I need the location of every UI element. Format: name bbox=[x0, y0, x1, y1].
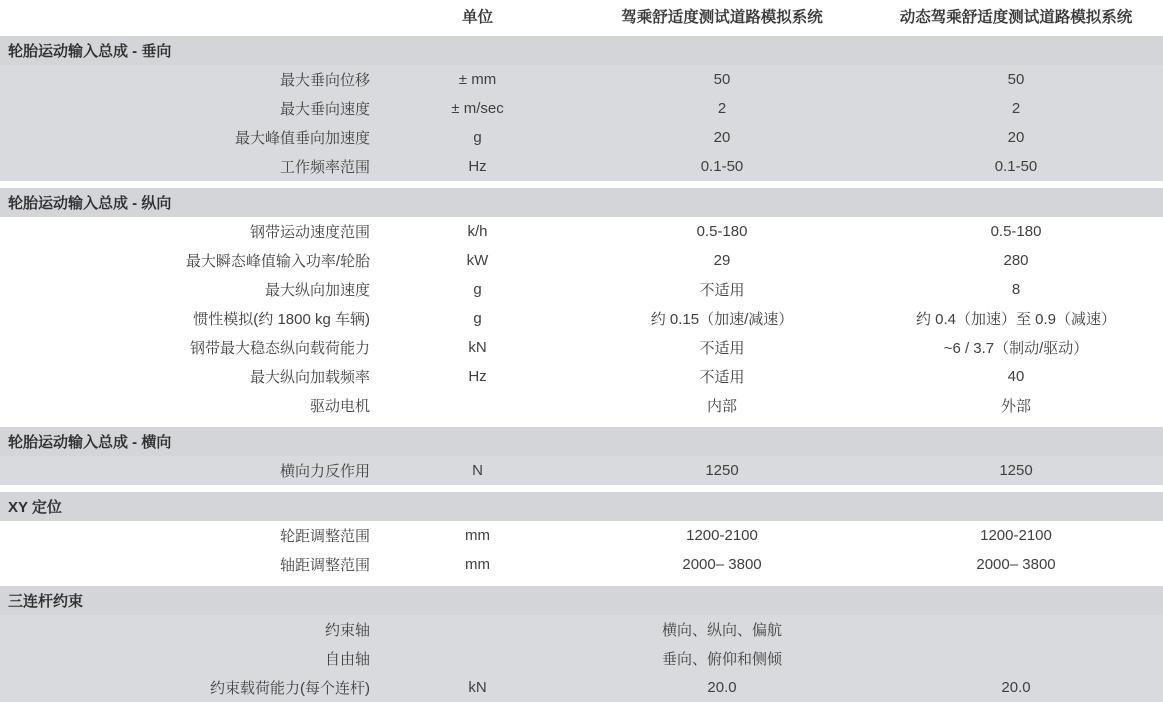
row-unit: ± m/sec bbox=[380, 94, 575, 123]
section-header-row bbox=[0, 492, 1163, 521]
row-value-system-1: 0.5-180 bbox=[575, 217, 869, 246]
row-label: 最大垂向位移 bbox=[0, 65, 380, 94]
row-value-system-1: 约 0.15（加速/减速） bbox=[575, 304, 869, 333]
section-fill-2 bbox=[869, 586, 1163, 615]
table-row bbox=[0, 333, 1163, 362]
row-label: 最大峰值垂向加速度 bbox=[0, 123, 380, 152]
row-value-system-2: 2000– 3800 bbox=[869, 550, 1163, 579]
row-spacer bbox=[0, 420, 1163, 427]
section-header-row bbox=[0, 188, 1163, 217]
table-row bbox=[0, 123, 1163, 152]
section-fill-1 bbox=[575, 492, 869, 521]
row-value-system-1: 不适用 bbox=[575, 362, 869, 391]
row-value-system-2: 1250 bbox=[869, 456, 1163, 485]
row-label: 惯性模拟(约 1800 kg 车辆) bbox=[0, 304, 380, 333]
table-row bbox=[0, 521, 1163, 550]
row-unit: kN bbox=[380, 673, 575, 702]
row-value-system-1: 横向、纵向、偏航 bbox=[575, 615, 869, 644]
table-row bbox=[0, 246, 1163, 275]
section-title: 轮胎运动输入总成 - 垂向 bbox=[0, 36, 575, 65]
row-value-system-2: 50 bbox=[869, 65, 1163, 94]
row-value-system-2: 8 bbox=[869, 275, 1163, 304]
row-value-system-2: 20.0 bbox=[869, 673, 1163, 702]
row-label: 最大纵向加载频率 bbox=[0, 362, 380, 391]
row-value-system-1: 20 bbox=[575, 123, 869, 152]
row-value-system-1: 0.1-50 bbox=[575, 152, 869, 181]
spacer-cell bbox=[0, 420, 1163, 427]
header-system-1: 驾乘舒适度测试道路模拟系统 bbox=[575, 0, 869, 36]
row-value-system-2: 0.1-50 bbox=[869, 152, 1163, 181]
table-row bbox=[0, 362, 1163, 391]
row-label: 最大瞬态峰值输入功率/轮胎 bbox=[0, 246, 380, 275]
row-value-system-2: 1200-2100 bbox=[869, 521, 1163, 550]
row-value-system-2: 2 bbox=[869, 94, 1163, 123]
row-unit bbox=[380, 644, 575, 673]
table-row bbox=[0, 644, 1163, 673]
row-value-system-1: 不适用 bbox=[575, 333, 869, 362]
header-system-2: 动态驾乘舒适度测试道路模拟系统 bbox=[869, 0, 1163, 36]
table-row bbox=[0, 217, 1163, 246]
row-value-system-2: 外部 bbox=[869, 391, 1163, 420]
section-title: 三连杆约束 bbox=[0, 586, 575, 615]
table-row bbox=[0, 275, 1163, 304]
row-value-system-2: 约 0.4（加速）至 0.9（减速） bbox=[869, 304, 1163, 333]
row-value-system-2: 280 bbox=[869, 246, 1163, 275]
section-title: 轮胎运动输入总成 - 纵向 bbox=[0, 188, 575, 217]
row-unit: g bbox=[380, 275, 575, 304]
row-label: 横向力反作用 bbox=[0, 456, 380, 485]
header-unit: 单位 bbox=[380, 0, 575, 36]
row-label: 轴距调整范围 bbox=[0, 550, 380, 579]
row-unit: ± mm bbox=[380, 65, 575, 94]
row-unit: mm bbox=[380, 521, 575, 550]
row-label: 自由轴 bbox=[0, 644, 380, 673]
row-value-system-2: 20 bbox=[869, 123, 1163, 152]
spacer-cell bbox=[0, 579, 1163, 586]
table-header-row bbox=[0, 0, 1163, 36]
table-row bbox=[0, 304, 1163, 333]
table-row bbox=[0, 94, 1163, 123]
table-header bbox=[0, 0, 1163, 36]
section-fill-1 bbox=[575, 188, 869, 217]
row-spacer bbox=[0, 579, 1163, 586]
row-value-system-1: 不适用 bbox=[575, 275, 869, 304]
row-value-system-1: 2000– 3800 bbox=[575, 550, 869, 579]
row-value-system-2 bbox=[869, 644, 1163, 673]
row-unit: mm bbox=[380, 550, 575, 579]
table-row bbox=[0, 456, 1163, 485]
section-fill-2 bbox=[869, 427, 1163, 456]
row-value-system-1: 1200-2100 bbox=[575, 521, 869, 550]
section-title: 轮胎运动输入总成 - 横向 bbox=[0, 427, 575, 456]
section-fill-1 bbox=[575, 586, 869, 615]
row-value-system-1: 1250 bbox=[575, 456, 869, 485]
spacer-cell bbox=[0, 485, 1163, 492]
row-label: 约束载荷能力(每个连杆) bbox=[0, 673, 380, 702]
section-fill-1 bbox=[575, 427, 869, 456]
header-blank bbox=[0, 0, 380, 36]
row-value-system-1: 内部 bbox=[575, 391, 869, 420]
section-fill-2 bbox=[869, 492, 1163, 521]
table-row bbox=[0, 673, 1163, 702]
row-unit: N bbox=[380, 456, 575, 485]
table-row bbox=[0, 550, 1163, 579]
row-unit: kN bbox=[380, 333, 575, 362]
section-fill-2 bbox=[869, 36, 1163, 65]
row-label: 钢带最大稳态纵向载荷能力 bbox=[0, 333, 380, 362]
row-label: 轮距调整范围 bbox=[0, 521, 380, 550]
section-title: XY 定位 bbox=[0, 492, 575, 521]
section-fill-1 bbox=[575, 36, 869, 65]
row-unit: k/h bbox=[380, 217, 575, 246]
row-label: 约束轴 bbox=[0, 615, 380, 644]
row-value-system-2 bbox=[869, 615, 1163, 644]
table-row bbox=[0, 615, 1163, 644]
row-label: 最大垂向速度 bbox=[0, 94, 380, 123]
section-header-row bbox=[0, 36, 1163, 65]
row-spacer bbox=[0, 485, 1163, 492]
row-label: 钢带运动速度范围 bbox=[0, 217, 380, 246]
row-unit: kW bbox=[380, 246, 575, 275]
row-unit bbox=[380, 615, 575, 644]
row-value-system-1: 50 bbox=[575, 65, 869, 94]
row-label: 工作频率范围 bbox=[0, 152, 380, 181]
row-unit: Hz bbox=[380, 152, 575, 181]
spacer-cell bbox=[0, 181, 1163, 188]
row-label: 最大纵向加速度 bbox=[0, 275, 380, 304]
row-unit: g bbox=[380, 304, 575, 333]
section-header-row bbox=[0, 427, 1163, 456]
row-unit bbox=[380, 391, 575, 420]
table-row bbox=[0, 65, 1163, 94]
row-value-system-1: 2 bbox=[575, 94, 869, 123]
row-value-system-2: 0.5-180 bbox=[869, 217, 1163, 246]
row-value-system-1: 垂向、俯仰和侧倾 bbox=[575, 644, 869, 673]
row-spacer bbox=[0, 181, 1163, 188]
row-value-system-2: 40 bbox=[869, 362, 1163, 391]
row-unit: g bbox=[380, 123, 575, 152]
table-body bbox=[0, 36, 1163, 702]
table-row bbox=[0, 391, 1163, 420]
row-unit: Hz bbox=[380, 362, 575, 391]
row-value-system-1: 29 bbox=[575, 246, 869, 275]
row-label: 驱动电机 bbox=[0, 391, 380, 420]
row-value-system-1: 20.0 bbox=[575, 673, 869, 702]
table-row bbox=[0, 152, 1163, 181]
section-fill-2 bbox=[869, 188, 1163, 217]
section-header-row bbox=[0, 586, 1163, 615]
row-value-system-2: ~6 / 3.7（制动/驱动） bbox=[869, 333, 1163, 362]
